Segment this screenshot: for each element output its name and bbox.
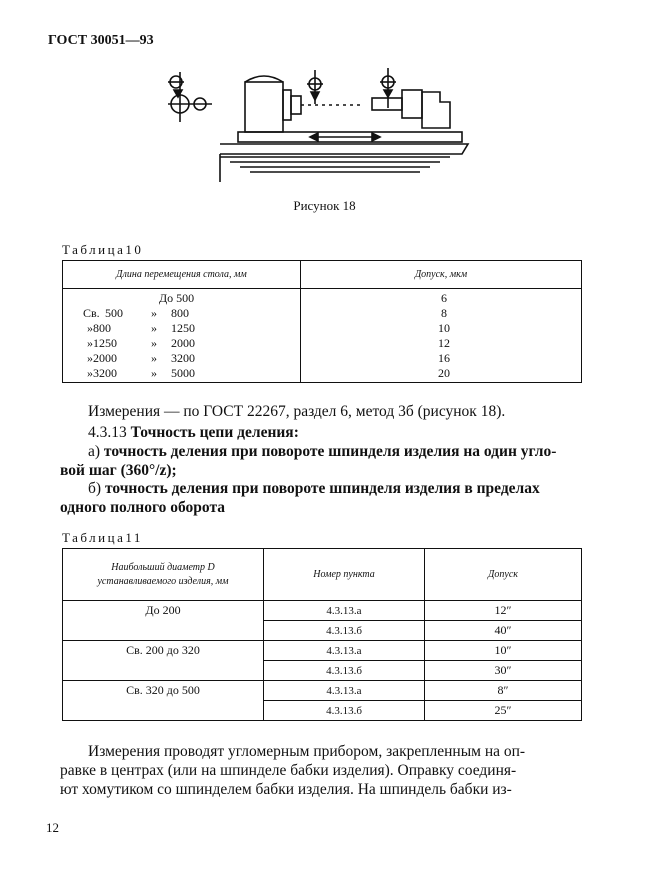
- document-header: ГОСТ 30051—93: [48, 33, 154, 48]
- table-10-text: 800: [93, 321, 111, 335]
- item-a-text: точность деления при повороте шпинделя изделия на один угло-: [103, 443, 557, 460]
- table-10-tolerance-cell: 20: [438, 366, 450, 380]
- table-10-length-cell: [63, 291, 300, 306]
- table-11-tolerance-cell: 25″: [425, 701, 582, 721]
- closing-text-line2: равке в центрах (или на шпинделе бабки изделия). Оправку соединя-: [60, 762, 517, 779]
- item-a-line2: вой шаг (360°/z);: [60, 462, 177, 479]
- item-b-line2: одного полного оборота: [60, 499, 225, 516]
- section-title: Точность цепи деления:: [130, 424, 299, 441]
- table-11-item-cell: 4.3.13.а: [264, 681, 425, 701]
- header-diameter-line2: устанавливаемого изделия, мм: [97, 575, 229, 587]
- table-10-tolerance-cell: 6: [441, 291, 447, 305]
- table-10-length-cell: [63, 306, 300, 321]
- table-10-header-length: Длина перемещения стола, мм: [63, 261, 301, 289]
- figure-18-diagram: [150, 62, 480, 187]
- table-11-header-tolerance: Допуск: [425, 549, 582, 601]
- table-10: [62, 260, 582, 383]
- closing-text-line1: Измерения проводят угломерным прибором, закрепленным на оп-: [88, 743, 526, 760]
- table-11-item-cell: 4.3.13.б: [264, 621, 425, 641]
- table-11-caption: Таблица11: [62, 530, 143, 545]
- table-10-text: 5000: [171, 366, 195, 380]
- table-11-tolerance-cell: 8″: [425, 681, 582, 701]
- table-11-tolerance-cell: 30″: [425, 661, 582, 681]
- table-11-item-cell: 4.3.13.б: [264, 661, 425, 681]
- table-10-length-cell: [63, 336, 300, 351]
- table-10-text: »: [87, 351, 93, 365]
- table-10-text: Св.: [83, 306, 100, 320]
- table-10-length-cell: [63, 366, 300, 381]
- table-10-text: 3200: [171, 351, 195, 365]
- table-10-text: 1250: [171, 321, 195, 335]
- table-10-tolerance-cell: 8: [441, 306, 447, 320]
- table-row: [63, 601, 582, 621]
- table-11-header-item: Номер пункта: [264, 549, 425, 601]
- table-10-text: 1250: [93, 336, 117, 350]
- table-11-diameter-cell: Св. 320 до 500: [63, 681, 264, 721]
- table-10-tolerance-cell: 12: [438, 336, 450, 350]
- table-11-diameter-cell: Св. 200 до 320: [63, 641, 264, 681]
- table-10-text: »: [151, 351, 157, 365]
- section-number: 4.3.13: [88, 424, 127, 441]
- table-10-text: 2000: [93, 351, 117, 365]
- table-10-text: До 500: [159, 291, 195, 305]
- header-diameter-line1: Наибольший диаметр D: [111, 561, 215, 573]
- item-b-prefix: б): [88, 480, 102, 497]
- table-10-caption: Таблица10: [62, 242, 144, 257]
- table-10-tolerance-cell: 10: [438, 321, 450, 335]
- table-11: [62, 548, 582, 721]
- table-11-header-diameter: [63, 549, 264, 601]
- table-11-item-cell: 4.3.13.а: [264, 641, 425, 661]
- table-10-text: 3200: [93, 366, 117, 380]
- item-a-prefix: а): [88, 443, 101, 460]
- measurement-method-text: Измерения — по ГОСТ 22267, раздел 6, метод 3б (рисунок 18).: [88, 403, 506, 420]
- table-10-text: 2000: [171, 336, 195, 350]
- figure-caption: Рисунок 18: [293, 198, 356, 213]
- table-11-tolerance-cell: 12″: [425, 601, 582, 621]
- table-10-text: »: [151, 366, 157, 380]
- table-10-text: »: [87, 321, 93, 335]
- table-10-tolerance-column: [301, 289, 582, 383]
- closing-text-line3: ют хомутиком со шпинделем бабки изделия. На шпиндель бабки из-: [60, 781, 512, 798]
- table-11-tolerance-cell: 10″: [425, 641, 582, 661]
- table-row: [63, 681, 582, 701]
- table-10-text: »: [87, 366, 93, 380]
- table-10-text: »: [151, 336, 157, 350]
- table-row: [63, 641, 582, 661]
- table-10-text: »: [87, 336, 93, 350]
- table-10-text: 500: [105, 306, 123, 320]
- table-11-tolerance-cell: 40″: [425, 621, 582, 641]
- page-number: 12: [46, 820, 59, 835]
- table-10-length-cell: [63, 321, 300, 336]
- table-10-text: 800: [171, 306, 189, 320]
- table-10-length-column: [63, 289, 301, 383]
- table-11-diameter-cell: До 200: [63, 601, 264, 641]
- item-b-text: точность деления при повороте шпинделя изделия в пределах: [104, 480, 540, 497]
- table-10-tolerance-cell: 16: [438, 351, 450, 365]
- table-10-text: »: [151, 321, 157, 335]
- table-11-item-cell: 4.3.13.б: [264, 701, 425, 721]
- table-10-text: »: [151, 306, 157, 320]
- table-10-header-tolerance: Допуск, мкм: [301, 261, 582, 289]
- table-11-item-cell: 4.3.13.а: [264, 601, 425, 621]
- table-10-length-cell: [63, 351, 300, 366]
